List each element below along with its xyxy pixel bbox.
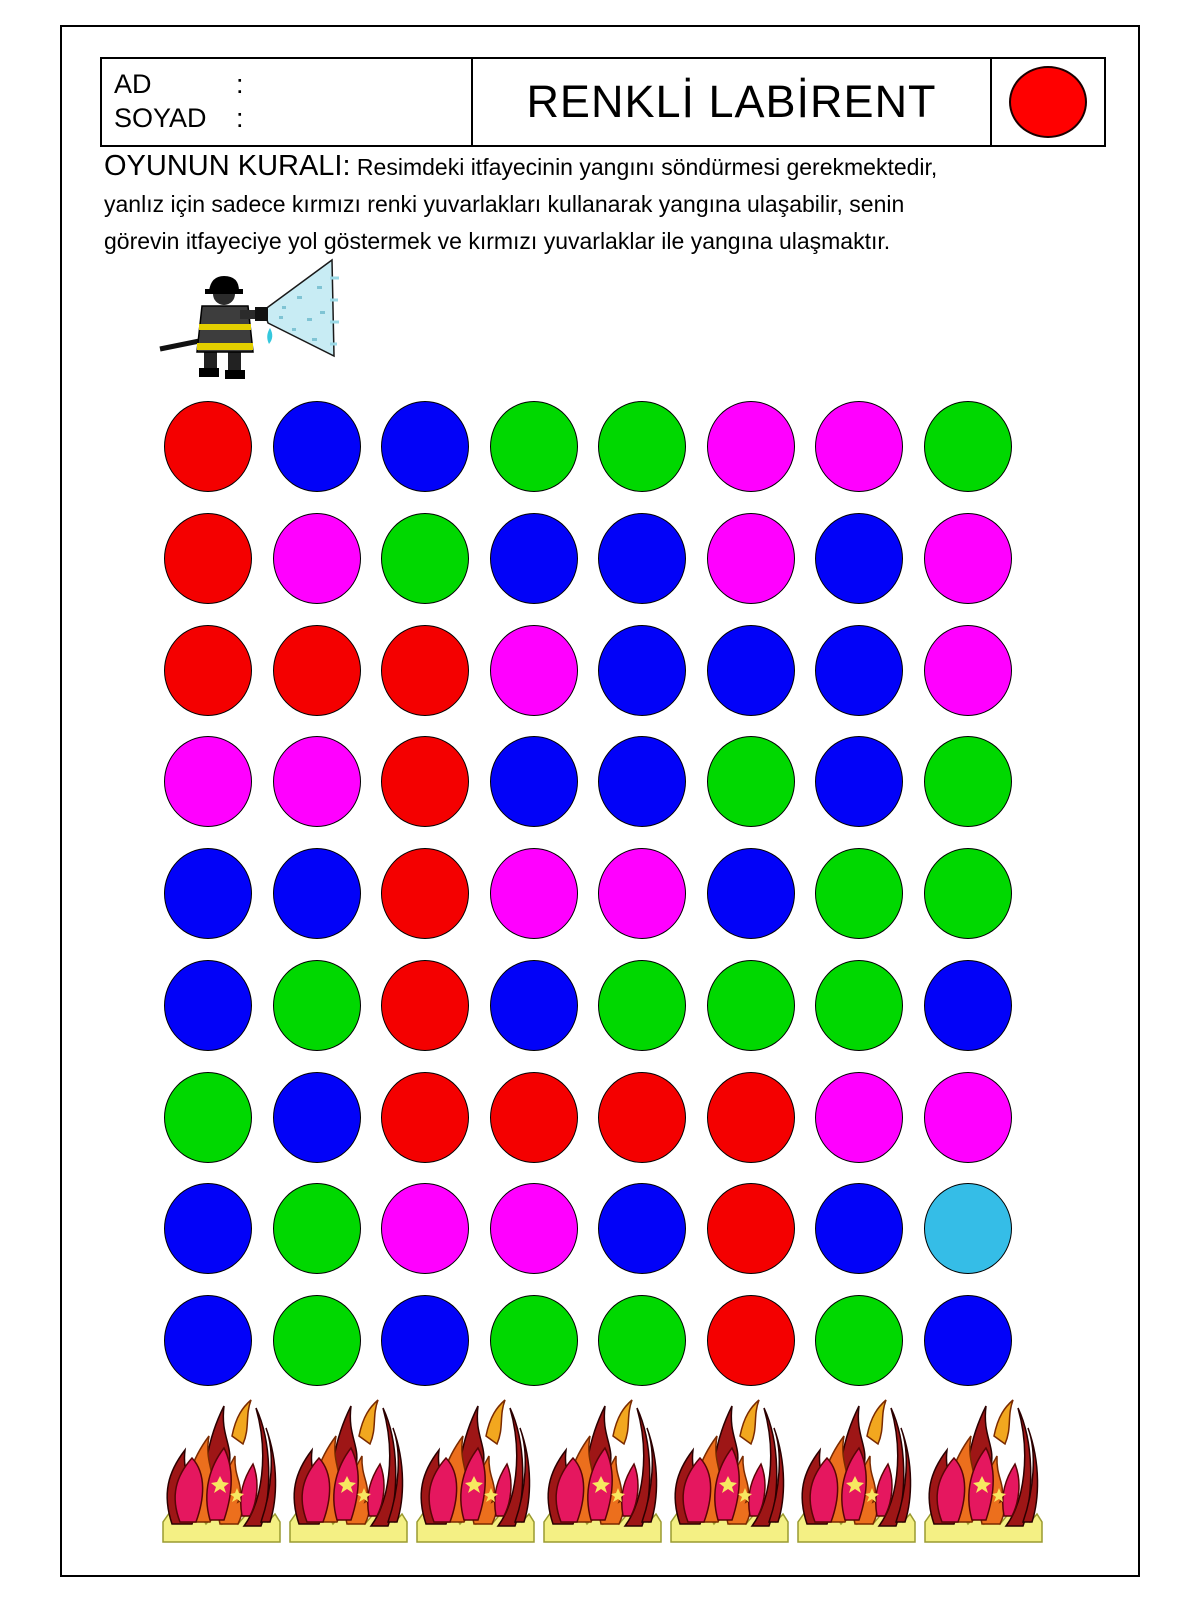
grid-circle[interactable] [598, 960, 686, 1051]
grid-circle[interactable] [164, 960, 252, 1051]
surname-colon: : [236, 103, 244, 133]
grid-circle[interactable] [490, 1072, 578, 1163]
grid-circle[interactable] [598, 513, 686, 604]
grid-circle[interactable] [273, 1072, 361, 1163]
grid-circle[interactable] [164, 736, 252, 827]
grid-circle[interactable] [598, 736, 686, 827]
grid-circle[interactable] [924, 1072, 1012, 1163]
grid-circle[interactable] [815, 736, 903, 827]
name-colon: : [236, 69, 244, 99]
rules-heading: OYUNUN KURALI: [104, 150, 351, 182]
fire-flames-icon [666, 1394, 793, 1548]
grid-circle[interactable] [381, 625, 469, 716]
grid-circle[interactable] [707, 513, 795, 604]
grid-circle[interactable] [273, 401, 361, 492]
fire-flames-icon [412, 1394, 539, 1548]
grid-circle[interactable] [164, 1072, 252, 1163]
grid-circle[interactable] [924, 625, 1012, 716]
grid-circle[interactable] [924, 401, 1012, 492]
grid-circle[interactable] [381, 848, 469, 939]
grid-circle[interactable] [924, 1183, 1012, 1274]
grid-circle[interactable] [707, 960, 795, 1051]
grid-circle[interactable] [598, 1295, 686, 1386]
grid-circle[interactable] [164, 848, 252, 939]
red-circle-badge [1009, 66, 1087, 138]
fire-flames-icon [920, 1394, 1047, 1548]
grid-circle[interactable] [164, 1183, 252, 1274]
grid-circle[interactable] [164, 401, 252, 492]
grid-circle[interactable] [381, 1295, 469, 1386]
rules-line-1-text: Resimdeki itfayecinin yangını söndürmesi gerekmektedir, [350, 154, 938, 180]
name-label: AD [114, 69, 152, 99]
grid-circle[interactable] [707, 1183, 795, 1274]
grid-circle[interactable] [490, 960, 578, 1051]
grid-circle[interactable] [273, 848, 361, 939]
firefighter-spraying-water-icon [152, 256, 340, 380]
fire-flames-icon [793, 1394, 920, 1548]
grid-circle[interactable] [273, 513, 361, 604]
game-rules [104, 148, 1084, 260]
grid-circle[interactable] [490, 1183, 578, 1274]
grid-circle[interactable] [815, 1295, 903, 1386]
grid-circle[interactable] [490, 848, 578, 939]
badge-section [992, 59, 1104, 145]
grid-circle[interactable] [598, 1072, 686, 1163]
grid-circle[interactable] [381, 960, 469, 1051]
grid-circle[interactable] [381, 513, 469, 604]
grid-circle[interactable] [707, 736, 795, 827]
rules-line-2: yanlız için sadece kırmızı renki yuvarlakları kullanarak yangına ulaşabilir, senin [104, 191, 905, 217]
grid-circle[interactable] [815, 513, 903, 604]
grid-circle[interactable] [815, 1183, 903, 1274]
fire-flames-icon [285, 1394, 412, 1548]
rules-line-3: görevin itfayeciye yol göstermek ve kırmızı yuvarlaklar ile yangına ulaşmaktır. [104, 228, 891, 254]
page-title: RENKLİ LABİRENT [526, 76, 937, 127]
grid-circle[interactable] [815, 401, 903, 492]
grid-circle[interactable] [273, 960, 361, 1051]
grid-circle[interactable] [273, 736, 361, 827]
grid-circle[interactable] [164, 625, 252, 716]
grid-circle[interactable] [381, 401, 469, 492]
grid-circle[interactable] [924, 513, 1012, 604]
grid-circle[interactable] [273, 625, 361, 716]
name-fields [102, 59, 473, 145]
grid-circle[interactable] [381, 736, 469, 827]
title-section [473, 59, 992, 145]
grid-circle[interactable] [598, 1183, 686, 1274]
grid-circle[interactable] [490, 1295, 578, 1386]
fire-flames-icon [539, 1394, 666, 1548]
grid-circle[interactable] [490, 736, 578, 827]
surname-label: SOYAD [114, 103, 207, 133]
fire-flames-icon [158, 1394, 285, 1548]
grid-circle[interactable] [490, 625, 578, 716]
grid-circle[interactable] [815, 625, 903, 716]
grid-circle[interactable] [598, 401, 686, 492]
grid-circle[interactable] [164, 1295, 252, 1386]
grid-circle[interactable] [924, 736, 1012, 827]
grid-circle[interactable] [707, 625, 795, 716]
rules-line-1 [104, 148, 1084, 186]
grid-circle[interactable] [598, 625, 686, 716]
grid-circle[interactable] [924, 1295, 1012, 1386]
grid-circle[interactable] [164, 513, 252, 604]
grid-circle[interactable] [381, 1183, 469, 1274]
grid-circle[interactable] [707, 1072, 795, 1163]
fire-row [158, 1394, 1048, 1550]
grid-circle[interactable] [924, 960, 1012, 1051]
grid-circle[interactable] [273, 1183, 361, 1274]
grid-circle[interactable] [273, 1295, 361, 1386]
grid-circle[interactable] [707, 401, 795, 492]
grid-circle[interactable] [707, 848, 795, 939]
grid-circle[interactable] [490, 401, 578, 492]
grid-circle[interactable] [381, 1072, 469, 1163]
grid-circle[interactable] [598, 848, 686, 939]
header [100, 57, 1106, 147]
grid-circle[interactable] [815, 848, 903, 939]
grid-circle[interactable] [815, 960, 903, 1051]
grid-circle[interactable] [815, 1072, 903, 1163]
grid-circle[interactable] [490, 513, 578, 604]
grid-circle[interactable] [707, 1295, 795, 1386]
grid-circle[interactable] [924, 848, 1012, 939]
